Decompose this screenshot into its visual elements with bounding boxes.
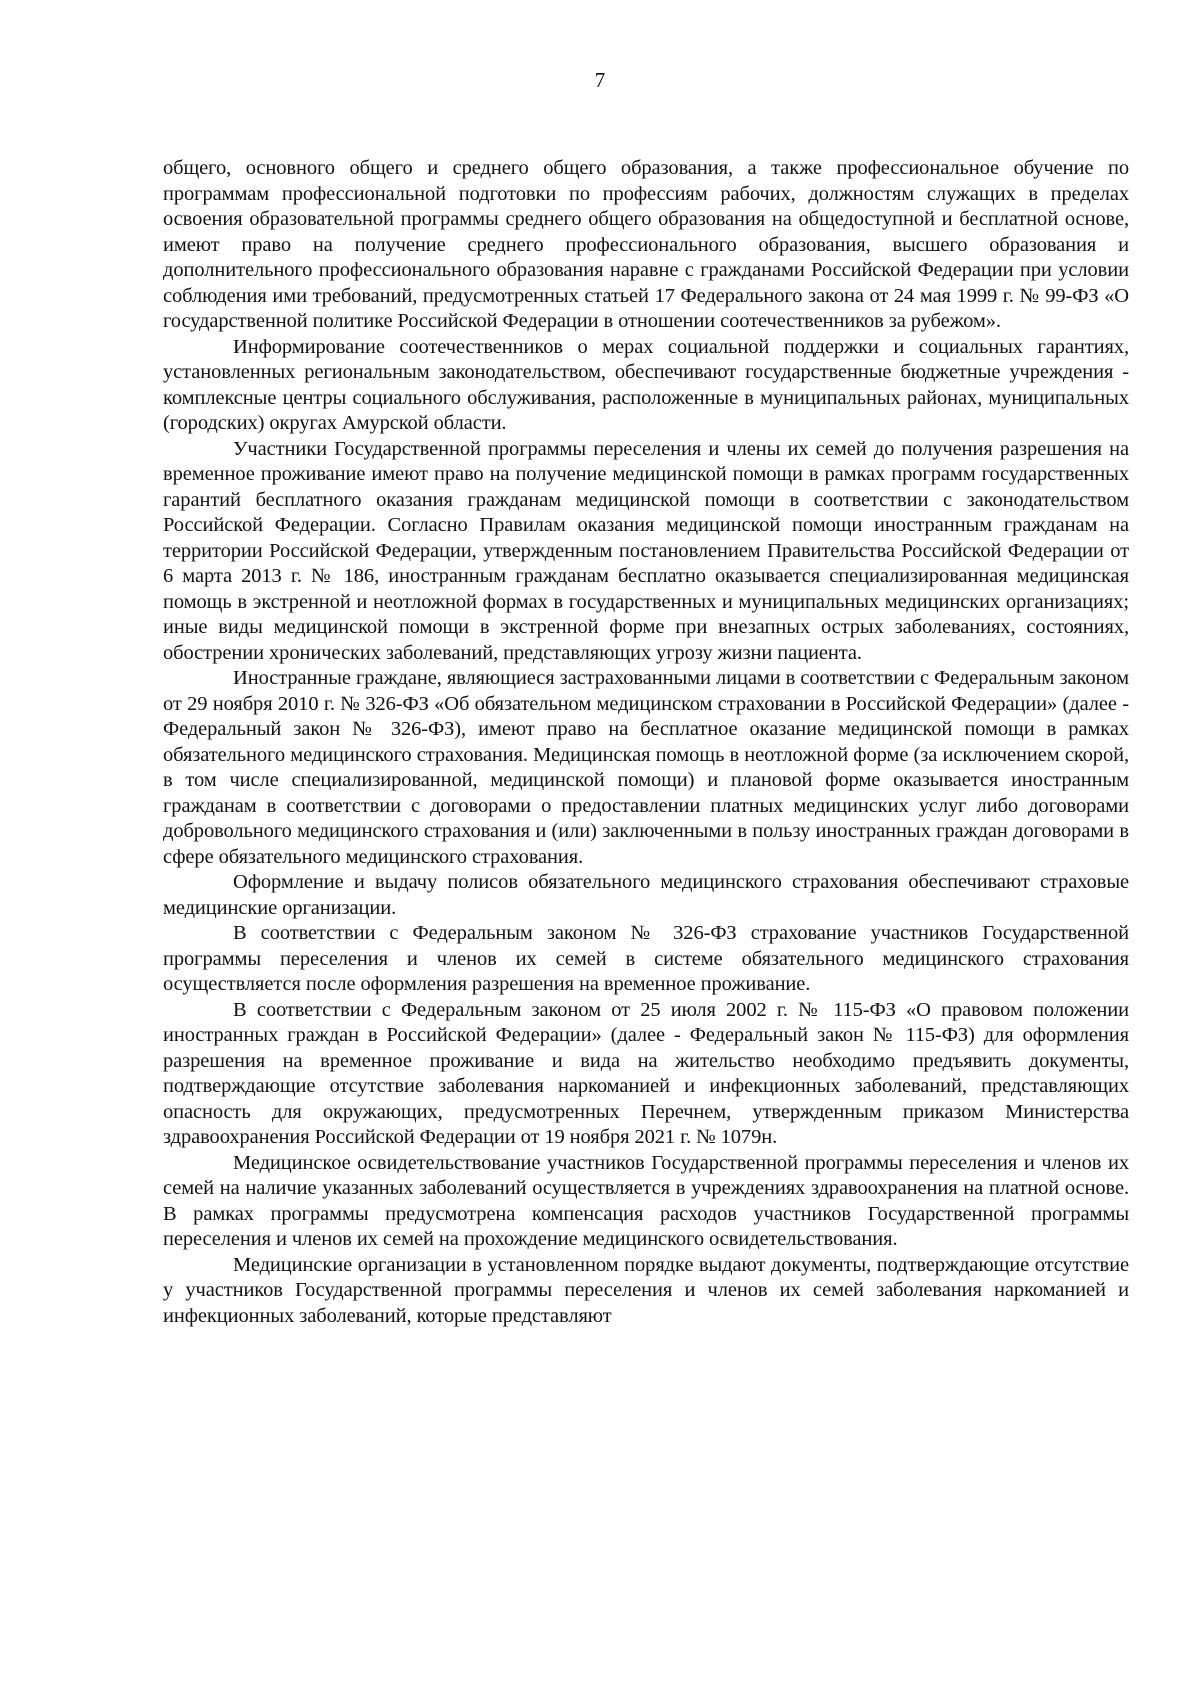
paragraph: Медицинское освидетельствование участников Государственной программы переселения и членов их семей на наличие указанных заболеваний осуществляется в учреждениях здравоохранения на платной основе. В рамках программы предусмотрена компенсация расходов участников Государственной программы переселения и членов их семей на прохождение медицинского освидетельствования. <box>163 1151 1129 1250</box>
paragraph: Иностранные граждане, являющиеся застрахованными лицами в соответствии с Федеральным законом от 29 ноября 2010 г. № 326-ФЗ «Об обязательном медицинском страховании в Российской Федерации» (далее - Федеральный закон № 326-ФЗ), имеют право на бесплатное оказание медицинской помощи в рамках обязательного медицинского страхования. Медицинская помощь в неотложной форме (за исключением скорой, в том числе специализированной, медицинской помощи) и плановой форме оказывается иностранным гражданам в соответствии с договорами о предоставлении платных медицинских услуг либо договорами добровольного медицинского страхования и (или) заключенными в пользу иностранных граждан договорами в сфере обязательного медицинского страхования. <box>163 667 1129 868</box>
paragraph: Участники Государственной программы переселения и члены их семей до получения разрешения на временное проживание имеют право на получение медицинской помощи в рамках программ государственных гарантий бесплатного оказания гражданам медицинской помощи в соответствии с законодательством Российской Федерации. Согласно Правилам оказания медицинской помощи иностранным гражданам на территории Российской Федерации, утвержденным постановлением Правительства Российской Федерации от 6 марта 2013 г. № 186, иностранным гражданам бесплатно оказывается специализированная медицинская помощь в экстренной и неотложной формах в государственных и муниципальных медицинских организациях; иные виды медицинской помощи в экстренной форме при внезапных острых заболеваниях, состояниях, обострении хронических заболеваний, представляющих угрозу жизни пациента. <box>163 437 1129 664</box>
paragraph: Информирование соотечественников о мерах социальной поддержки и социальных гарантиях, установленных региональным законодательством, обеспечивают государственные бюджетные учреждения - комплексные центры социального обслуживания, расположенные в муниципальных районах, муниципальных (городских) округах Амурской области. <box>163 335 1129 434</box>
paragraph: общего, основного общего и среднего общего образования, а также профессиональное обучение по программам профессиональной подготовки по профессиям рабочих, должностям служащих в пределах освоения образовательной программы среднего общего образования на общедоступной и бесплатной основе, имеют право на получение среднего профессионального образования, высшего образования и дополнительного профессионального образования наравне с гражданами Российской Федерации при условии соблюдения ими требований, предусмотренных статьей 17 Федерального закона от 24 мая 1999 г. № 99-ФЗ «О государственной политике Российской Федерации в отношении соотечественников за рубежом». <box>163 157 1129 332</box>
document-body <box>163 156 1129 1329</box>
paragraph: Медицинские организации в установленном порядке выдают документы, подтверждающие отсутствие у участников Государственной программы переселения и членов их семей заболевания наркоманией и инфекционных заболеваний, которые представляют <box>163 1253 1129 1327</box>
paragraph: В соответствии с Федеральным законом от 25 июля 2002 г. № 115-ФЗ «О правовом положении иностранных граждан в Российской Федерации» (далее - Федеральный закон № 115-ФЗ) для оформления разрешения на временное проживание и вида на жительство необходимо предъявить документы, подтверждающие отсутствие заболевания наркоманией и инфекционных заболеваний, представляющих опасность для окружающих, предусмотренных Перечнем, утвержденным приказом Министерства здравоохранения Российской Федерации от 19 ноября 2021 г. № 1079н. <box>163 998 1129 1148</box>
page-number: 7 <box>594 68 606 92</box>
paragraph: Оформление и выдачу полисов обязательного медицинского страхования обеспечивают страховые медицинские организации. <box>163 871 1129 919</box>
paragraph: В соответствии с Федеральным законом № 326-ФЗ страхование участников Государственной программы переселения и членов их семей в системе обязательного медицинского страхования осуществляется после оформления разрешения на временное проживание. <box>163 922 1129 995</box>
